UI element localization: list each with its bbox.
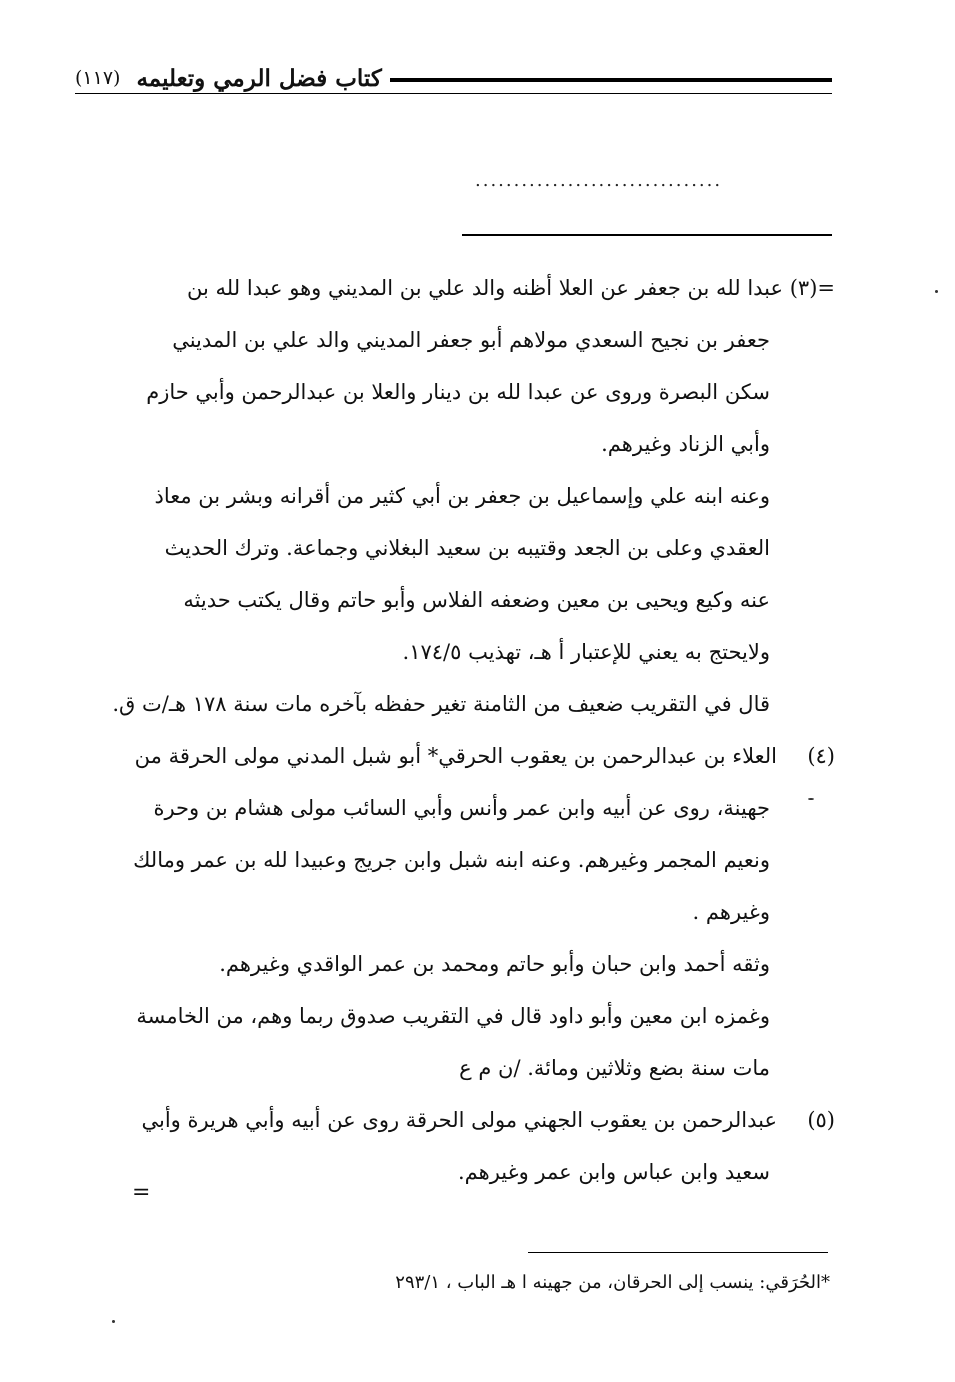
p4-line-1 — [85, 730, 835, 782]
p3-line-5: وعنه ابنه علي وإسماعيل بن جعفر بن أبي كثير من أقرانه وبشر بن معاذ — [154, 484, 770, 508]
header-underline — [75, 93, 832, 94]
p4-first-text: العلاء بن عبدالرحمن بن يعقوب الحرقي* أبو شبل المدني مولى الحرقة من — [134, 744, 777, 768]
footnote: *الحُرَقي: ينسب إلى الحرقان، من جهينه ا هـ الباب ، ٢٩٣/١ — [395, 1272, 830, 1293]
p4-line-4: وغيرهم . — [692, 900, 770, 924]
p4-line-7: مات سنة بضع وثلاثين ومائة. /ن م ع — [459, 1056, 770, 1080]
page-number: (١١٧) — [75, 67, 121, 89]
p3-line-2: جعفر بن نجيح السعدي مولاهم أبو جعفر المديني والد علي بن المديني — [172, 328, 770, 352]
p4-marker: (٤) — [807, 744, 835, 768]
p4-line-2: جهينة، روى عن أبيه وابن عمر وأنس وأبي السائب مولى هشام بن وحرة — [153, 796, 770, 820]
p4-line-3: ونعيم المجمر وغيرهم. وعنه ابنه شبل وابن جريج وعبيدا لله بن عمر ومالك — [133, 848, 770, 872]
p3-line-6: العقدي وعلى بن الجعد وقتيبه بن سعيد البغلاني وجماعة. وترك الحديث — [164, 536, 770, 560]
header-rule — [390, 78, 832, 82]
p5-first-text: عبدالرحمن بن يعقوب الجهني مولى الحرقة روى عن أبيه وأبي هريرة وأبي — [141, 1108, 777, 1132]
p3-line-1: =(٣) عبدا لله بن جعفر عن العلا أظنه والد علي بن المديني وهو عبدا لله بن — [187, 276, 835, 300]
scan-speck — [112, 1320, 115, 1323]
p3-line-8: ولايحتج به يعني للإعتبار أ هـ، تهذيب ١٧٤/٥. — [402, 640, 770, 664]
p4-line-6: وغمزه ابن معين وأبو داود قال في التقريب صدوق ربما وهم، من الخامسة — [136, 1004, 770, 1028]
body-text — [85, 262, 835, 1198]
section-rule — [462, 234, 832, 236]
dotted-leader: ................................ — [475, 170, 723, 191]
book-title: كتاب فضل الرمي وتعليمه — [136, 64, 382, 92]
p5-line-2: سعيد وابن عباس وابن عمر وغيرهم. — [457, 1160, 770, 1184]
p3-line-4: وأبي الزناد وغيرهم. — [601, 432, 770, 456]
p3-line-7: عنه وكيع ويحيى بن معين وضعفه الفلاس وأبو حاتم وقال يكتب حديثه — [183, 588, 770, 612]
p5-marker: (٥) — [807, 1108, 835, 1132]
continuation-mark: = — [132, 1180, 151, 1205]
p4-line-5: وثقه أحمد وابن حبان وأبو حاتم ومحمد بن عمر الواقدي وغيرهم. — [219, 952, 770, 976]
footnote-rule — [528, 1252, 828, 1253]
p3-line-9: قال في التقريب ضعيف من الثامنة تغير حفظه بآخره مات سنة ١٧٨ هـ/ت ق. — [112, 692, 770, 716]
p3-line-3: سكن البصرة وروى عن عبدا لله بن دينار والعلا بن عبدالرحمن وأبي حازم — [146, 380, 770, 404]
running-header — [75, 58, 832, 98]
scan-speck — [808, 798, 814, 800]
p5-line-1 — [85, 1094, 835, 1146]
scan-speck — [935, 290, 938, 293]
